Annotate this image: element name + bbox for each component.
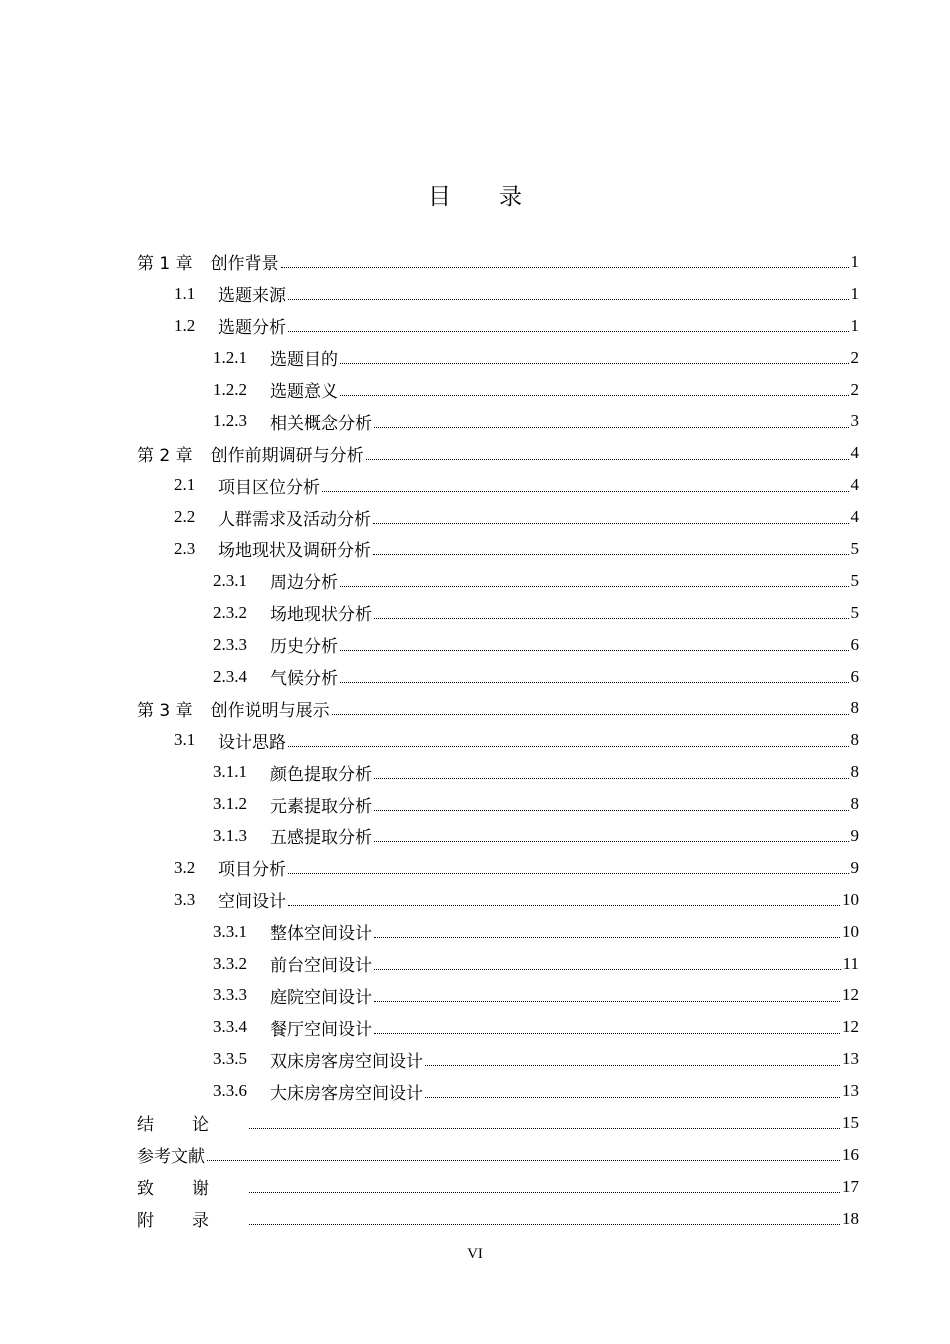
toc-entry[interactable] <box>137 1203 859 1235</box>
toc-dot-leader <box>374 427 849 428</box>
toc-entry[interactable] <box>137 948 859 980</box>
toc-dot-leader <box>340 650 849 651</box>
toc-entry-page: 3 <box>850 411 859 431</box>
toc-entry-page: 2 <box>850 379 859 399</box>
toc-entry-page: 8 <box>850 794 859 814</box>
toc-dot-leader <box>425 1065 840 1066</box>
toc-entry-page: 1 <box>850 283 859 303</box>
toc-entry-title: 致谢 <box>137 1179 247 1200</box>
toc-entry-title: 前台空间设计 <box>270 956 372 977</box>
toc-entry[interactable] <box>137 342 859 374</box>
toc-entry-title: 场地现状分析 <box>270 605 372 626</box>
toc-dot-leader <box>281 267 849 268</box>
toc-entry-title: 空间设计 <box>218 892 286 913</box>
toc-dot-leader <box>207 1160 840 1161</box>
toc-entry-page: 5 <box>850 570 859 590</box>
toc-entry-page: 6 <box>850 666 859 686</box>
table-of-contents <box>137 246 859 1235</box>
toc-entry[interactable] <box>137 374 859 406</box>
toc-entry-number: 3.3.5 <box>213 1049 247 1069</box>
toc-dot-leader <box>288 746 849 747</box>
toc-entry-title: 餐厅空间设计 <box>270 1019 372 1040</box>
toc-entry-title: 人群需求及活动分析 <box>218 509 371 530</box>
toc-entry-title: 庭院空间设计 <box>270 987 372 1008</box>
toc-dot-leader <box>249 1224 840 1225</box>
toc-entry-number: 2.3 <box>174 538 196 558</box>
toc-entry[interactable] <box>137 310 859 342</box>
toc-entry-number: 3.1.2 <box>213 794 247 814</box>
toc-dot-leader <box>249 1128 840 1129</box>
toc-entry[interactable] <box>137 405 859 437</box>
toc-dot-leader <box>288 299 849 300</box>
toc-dot-leader <box>373 523 849 524</box>
toc-entry-page: 10 <box>842 889 859 909</box>
toc-entry-title: 五感提取分析 <box>270 828 372 849</box>
toc-entry-page: 4 <box>850 507 859 527</box>
toc-entry[interactable] <box>137 629 859 661</box>
toc-entry-number: 1.2.3 <box>213 411 247 431</box>
toc-entry[interactable] <box>137 979 859 1011</box>
toc-entry-number: 3.1.1 <box>213 762 247 782</box>
toc-entry-number: 3.1.3 <box>213 825 247 845</box>
toc-entry-title: 场地现状及调研分析 <box>218 541 371 562</box>
toc-entry-page: 5 <box>850 602 859 622</box>
toc-entry[interactable] <box>137 1043 859 1075</box>
toc-entry-number: 3.3.4 <box>213 1017 247 1037</box>
toc-entry-title: 选题目的 <box>270 350 338 371</box>
toc-entry-title: 参考文献 <box>137 1147 205 1168</box>
toc-dot-leader <box>288 905 840 906</box>
toc-dot-leader <box>340 363 849 364</box>
toc-entry[interactable] <box>137 756 859 788</box>
toc-entry[interactable] <box>137 469 859 501</box>
toc-entry-page: 9 <box>850 825 859 845</box>
toc-dot-leader <box>332 714 849 715</box>
page-footer-number: VI <box>467 1246 483 1262</box>
toc-entry-title: 颜色提取分析 <box>270 764 372 785</box>
toc-entry-number: 2.1 <box>174 475 196 495</box>
toc-entry-number: 3.3.1 <box>213 921 247 941</box>
toc-dot-leader <box>366 459 849 460</box>
toc-dot-leader <box>249 1192 840 1193</box>
toc-dot-leader <box>322 491 849 492</box>
toc-entry[interactable] <box>137 852 859 884</box>
toc-entry-title: 历史分析 <box>270 637 338 658</box>
toc-entry[interactable] <box>137 437 859 469</box>
toc-entry-title: 选题来源 <box>218 286 286 307</box>
toc-dot-leader <box>340 395 849 396</box>
toc-entry[interactable] <box>137 597 859 629</box>
toc-entry-title: 大床房客房空间设计 <box>270 1083 423 1104</box>
toc-entry-number: 3.3 <box>174 889 196 909</box>
toc-entry-page: 15 <box>842 1112 859 1132</box>
toc-entry[interactable] <box>137 916 859 948</box>
toc-dot-leader <box>374 810 849 811</box>
toc-entry[interactable] <box>137 724 859 756</box>
toc-entry[interactable] <box>137 246 859 278</box>
toc-entry-title: 整体空间设计 <box>270 924 372 945</box>
page-title <box>0 178 950 211</box>
toc-entry-page: 9 <box>850 857 859 877</box>
toc-dot-leader <box>288 331 849 332</box>
toc-entry-number: 1.1 <box>174 283 196 303</box>
toc-entry-number: 第 2 章 <box>137 445 193 466</box>
toc-entry-number: 3.3.6 <box>213 1081 247 1101</box>
toc-entry[interactable] <box>137 884 859 916</box>
toc-entry-number: 2.2 <box>174 507 196 527</box>
toc-entry[interactable] <box>137 1139 859 1171</box>
toc-entry-title: 周边分析 <box>270 573 338 594</box>
toc-entry-page: 12 <box>842 985 859 1005</box>
toc-entry[interactable] <box>137 501 859 533</box>
toc-entry[interactable] <box>137 1107 859 1139</box>
toc-entry-page: 13 <box>842 1049 859 1069</box>
toc-entry-title: 项目区位分析 <box>218 477 320 498</box>
toc-entry[interactable] <box>137 1011 859 1043</box>
toc-entry-title: 气候分析 <box>270 669 338 690</box>
toc-entry-title: 创作背景 <box>210 254 279 275</box>
toc-entry-page: 10 <box>842 921 859 941</box>
toc-entry[interactable] <box>137 533 859 565</box>
toc-dot-leader <box>374 618 849 619</box>
toc-dot-leader <box>374 1001 840 1002</box>
toc-entry-page: 8 <box>850 698 859 718</box>
toc-entry-page: 4 <box>850 443 859 463</box>
toc-entry-number: 1.2.2 <box>213 379 247 399</box>
toc-entry-number: 1.2.1 <box>213 347 247 367</box>
toc-entry-number: 2.3.3 <box>213 634 247 654</box>
toc-entry-number: 第 3 章 <box>137 700 193 721</box>
toc-entry-page: 8 <box>850 730 859 750</box>
toc-dot-leader <box>340 586 849 587</box>
toc-entry-title: 创作前期调研与分析 <box>210 445 364 466</box>
toc-entry-number: 3.1 <box>174 730 196 750</box>
toc-entry-page: 4 <box>850 475 859 495</box>
toc-entry-page: 6 <box>850 634 859 654</box>
toc-dot-leader <box>374 778 849 779</box>
toc-entry[interactable] <box>137 565 859 597</box>
toc-entry[interactable] <box>137 820 859 852</box>
toc-entry[interactable] <box>137 788 859 820</box>
toc-dot-leader <box>374 937 840 938</box>
toc-entry[interactable] <box>137 1075 859 1107</box>
toc-entry-page: 16 <box>842 1144 859 1164</box>
toc-entry-number: 2.3.1 <box>213 570 247 590</box>
toc-entry[interactable] <box>137 661 859 693</box>
toc-entry-number: 3.3.2 <box>213 953 247 973</box>
toc-dot-leader <box>373 554 849 555</box>
toc-entry-number: 第 1 章 <box>137 254 193 275</box>
toc-entry-number: 2.3.4 <box>213 666 247 686</box>
toc-entry-page: 12 <box>842 1017 859 1037</box>
toc-entry-number: 1.2 <box>174 315 196 335</box>
toc-entry[interactable] <box>137 278 859 310</box>
toc-entry[interactable] <box>137 692 859 724</box>
toc-entry-title: 元素提取分析 <box>270 796 372 817</box>
toc-dot-leader <box>340 682 849 683</box>
toc-entry[interactable] <box>137 1171 859 1203</box>
toc-entry-title: 相关概念分析 <box>270 413 372 434</box>
toc-dot-leader <box>288 873 849 874</box>
toc-entry-title: 双床房客房空间设计 <box>270 1051 423 1072</box>
toc-entry-title: 设计思路 <box>218 732 286 753</box>
title-char-right: 录 <box>499 184 522 210</box>
toc-entry-page: 1 <box>850 315 859 335</box>
toc-entry-page: 11 <box>842 953 859 973</box>
toc-entry-title: 项目分析 <box>218 860 286 881</box>
toc-entry-page: 8 <box>850 762 859 782</box>
toc-dot-leader <box>374 969 841 970</box>
toc-entry-page: 17 <box>842 1176 859 1196</box>
toc-entry-page: 13 <box>842 1081 859 1101</box>
toc-entry-number: 2.3.2 <box>213 602 247 622</box>
toc-entry-page: 2 <box>850 347 859 367</box>
toc-entry-title: 创作说明与展示 <box>210 700 330 721</box>
toc-entry-page: 5 <box>850 538 859 558</box>
toc-entry-title: 选题意义 <box>270 382 338 402</box>
toc-entry-title: 选题分析 <box>218 318 286 339</box>
toc-entry-page: 18 <box>842 1208 859 1228</box>
toc-entry-number: 3.3.3 <box>213 985 247 1005</box>
toc-dot-leader <box>425 1097 840 1098</box>
title-char-left: 目 <box>428 184 451 210</box>
toc-entry-number: 3.2 <box>174 857 196 877</box>
toc-entry-title: 结论 <box>137 1115 247 1136</box>
toc-dot-leader <box>374 841 849 842</box>
toc-dot-leader <box>374 1033 840 1034</box>
toc-entry-title: 附录 <box>137 1211 247 1232</box>
toc-entry-page: 1 <box>850 251 859 271</box>
